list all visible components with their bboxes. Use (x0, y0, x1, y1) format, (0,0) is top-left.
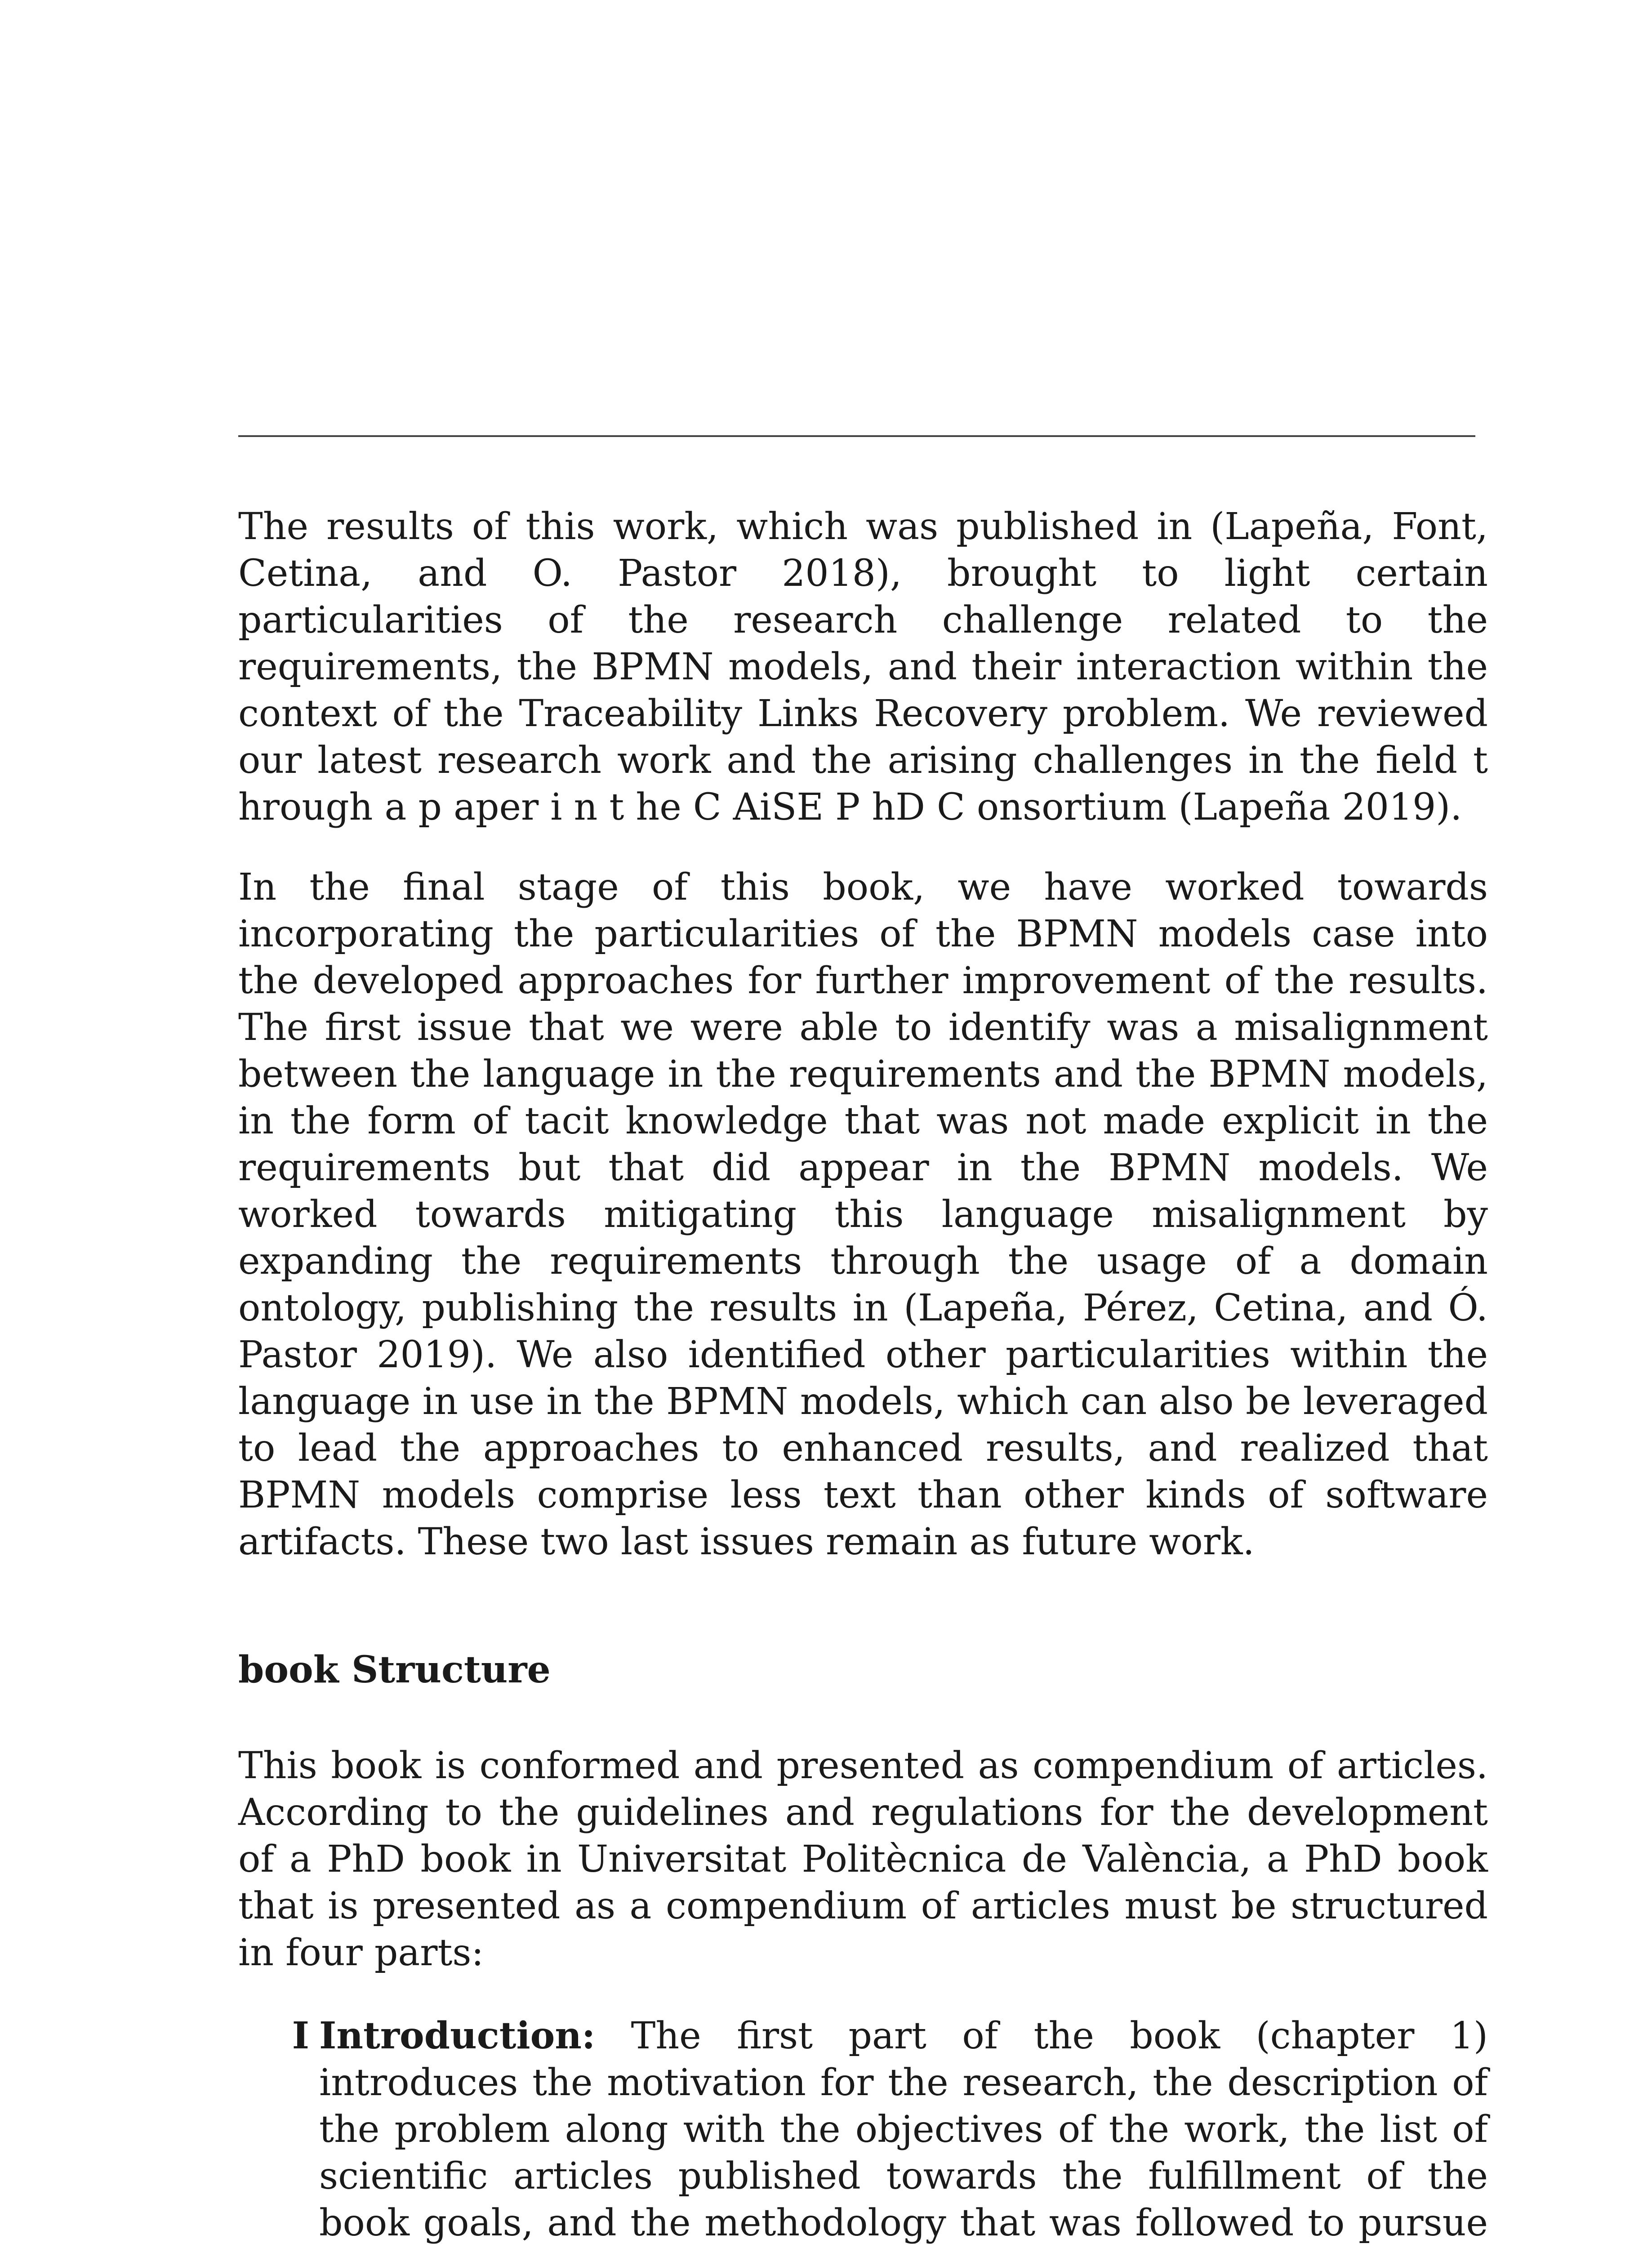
section-heading: book Structure (238, 1648, 551, 1691)
header-rule (238, 435, 1475, 437)
list-item-body (319, 2012, 1488, 2248)
page-content (238, 504, 1488, 2248)
paragraph-results: The results of this work, which was published in (Lapeña, Font, Cetina, and O. Pastor 2018), brought to light certain particularities of the research challenge related to the requirements, the BPMN models, and their interaction within the context of the Traceability Links Recovery problem. We reviewed our latest research work and the arising challenges in the field t hrough a p aper i n t he C AiSE P hD C onsortium (Lapeña 2019). (238, 505, 1488, 829)
list-item (238, 2012, 1488, 2248)
structure-list (238, 2012, 1488, 2248)
list-marker: I (292, 2014, 309, 2057)
paragraph-structure: This book is conformed and presented as compendium of articles. According to the guidelines and regulations for the development of a PhD book in Universitat Politècnica de València, a PhD book that is presented as a compendium of articles must be structured in four parts: (238, 1744, 1488, 1974)
list-item-text: The first part of the book (chapter 1) introduces the motivation for the research, the description of the problem along with the objectives of the work, the list of scientific articles published towards the fulfillment of the book goals, and the methodology that was followed to pursue (319, 2015, 1488, 2244)
list-item-term: Introduction: (319, 2014, 596, 2057)
paragraph-final-stage: In the final stage of this book, we have worked towards incorporating the particularities of the BPMN models case into the developed approaches for further improvement of the results. The first issue that we were able to identify was a misalignment between the language in the requirements and the BPMN models, in the form of tacit knowledge that was not made explicit in the requirements but that did appear in the BPMN models. We worked towards mitigating this language misalignment by expanding the requirements through the usage of a domain ontology, publishing the results in (Lapeña, Pérez, Cetina, and Ó. Pastor 2019). We also identified other particularities within the language in use in the BPMN models, which can also be leveraged to lead the approaches to enhanced results, and realized that BPMN models comprise less text than other kinds of software artifacts. These two last issues remain as future work. (238, 866, 1488, 1563)
